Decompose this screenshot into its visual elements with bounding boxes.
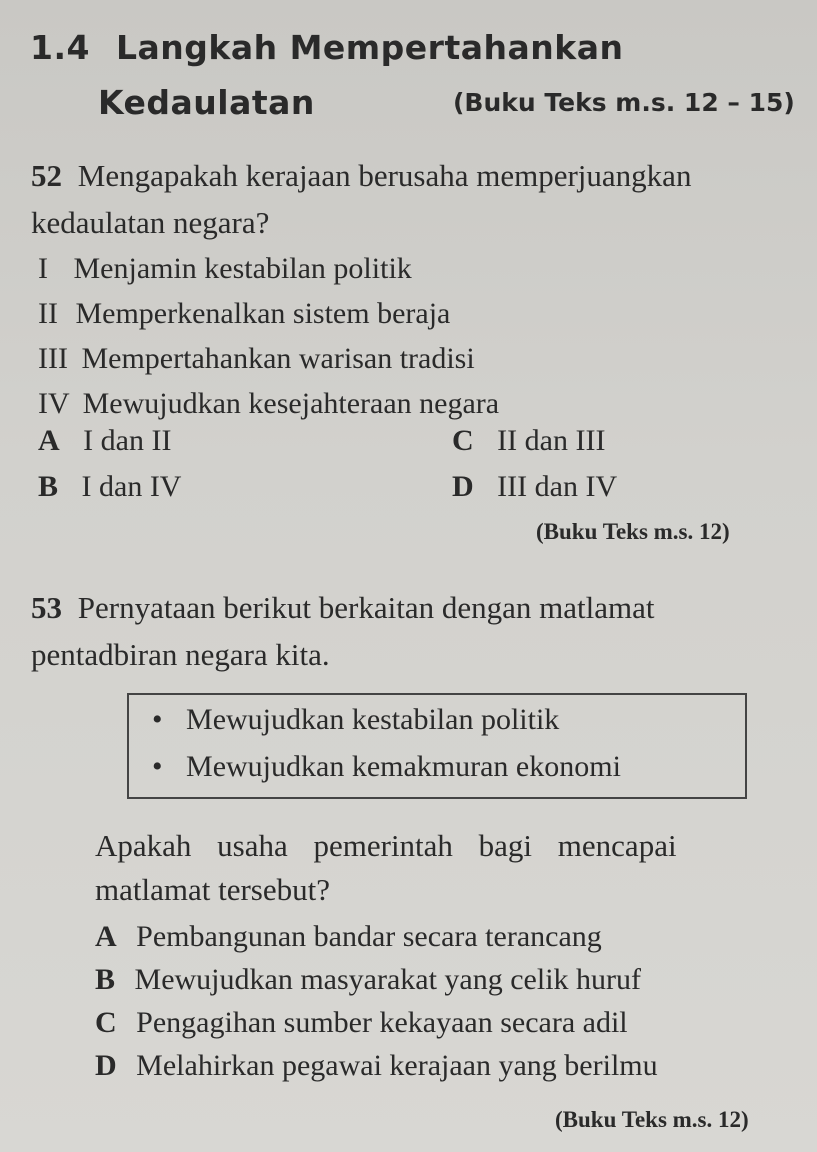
section-heading bbox=[30, 28, 623, 67]
option-text: I dan II bbox=[83, 424, 172, 457]
question-53-number: 53 bbox=[31, 590, 62, 625]
question-53-stem-line1: Apakah usaha pemerintah bagi mencapai bbox=[95, 828, 677, 863]
question-53-line2: pentadbiran negara kita. bbox=[31, 637, 330, 672]
option-letter: A bbox=[95, 920, 117, 953]
question-52-text: Mengapakah kerajaan berusaha memperjuangkan bbox=[77, 158, 692, 193]
statement-I bbox=[38, 252, 412, 286]
statement-II bbox=[38, 297, 450, 331]
question-52-line1 bbox=[31, 158, 691, 194]
statement-numeral: III bbox=[38, 342, 68, 375]
question-53-text: Pernyataan berikut berkaitan dengan matlamat bbox=[77, 590, 655, 625]
box-item-2 bbox=[152, 750, 621, 784]
statement-numeral: II bbox=[38, 297, 58, 330]
statement-numeral: I bbox=[38, 252, 48, 285]
box-item-text: Mewujudkan kestabilan politik bbox=[186, 703, 560, 736]
option-53-D bbox=[95, 1049, 658, 1083]
bullet-icon: • bbox=[152, 750, 163, 783]
question-53-stem-line2: matlamat tersebut? bbox=[95, 872, 330, 907]
box-item-1 bbox=[152, 703, 559, 737]
section-number: 1.4 bbox=[30, 28, 90, 67]
option-text: Pengagihan sumber kekayaan secara adil bbox=[136, 1006, 628, 1039]
statement-text: Memperkenalkan sistem beraja bbox=[75, 297, 451, 330]
statement-text: Mewujudkan kesejahteraan negara bbox=[82, 387, 500, 420]
question-53-reference: (Buku Teks m.s. 12) bbox=[555, 1107, 749, 1132]
option-letter: C bbox=[452, 424, 474, 457]
statement-IV bbox=[38, 387, 499, 421]
question-52-number: 52 bbox=[31, 158, 62, 193]
question-52-line2: kedaulatan negara? bbox=[31, 205, 270, 240]
statement-III bbox=[38, 342, 475, 376]
option-52-B bbox=[38, 470, 181, 504]
option-letter: D bbox=[452, 470, 474, 503]
option-letter: A bbox=[38, 424, 60, 457]
option-text: Melahirkan pegawai kerajaan yang berilmu bbox=[136, 1049, 658, 1082]
option-53-A bbox=[95, 920, 602, 954]
option-text: Mewujudkan masyarakat yang celik huruf bbox=[134, 963, 642, 996]
box-item-text: Mewujudkan kemakmuran ekonomi bbox=[186, 750, 621, 783]
question-53-line1 bbox=[31, 590, 654, 626]
bullet-icon: • bbox=[152, 703, 163, 736]
option-text: II dan III bbox=[497, 424, 606, 457]
option-letter: D bbox=[95, 1049, 117, 1082]
question-52-reference: (Buku Teks m.s. 12) bbox=[536, 519, 730, 544]
option-letter: B bbox=[38, 470, 59, 503]
option-52-D bbox=[452, 470, 617, 504]
option-letter: C bbox=[95, 1006, 117, 1039]
statement-text: Menjamin kestabilan politik bbox=[73, 252, 412, 285]
section-title-line2: Kedaulatan bbox=[98, 83, 315, 122]
section-title-line1: Langkah Mempertahankan bbox=[115, 28, 624, 67]
option-53-C bbox=[95, 1006, 628, 1040]
statement-numeral: IV bbox=[38, 387, 70, 420]
option-letter: B bbox=[95, 963, 116, 996]
option-53-B bbox=[95, 963, 641, 997]
option-text: I dan IV bbox=[81, 470, 182, 503]
section-reference: (Buku Teks m.s. 12 – 15) bbox=[453, 88, 795, 117]
option-52-C bbox=[452, 424, 605, 458]
statement-text: Mempertahankan warisan tradisi bbox=[81, 342, 475, 375]
option-text: Pembangunan bandar secara terancang bbox=[136, 920, 602, 953]
option-52-A bbox=[38, 424, 171, 458]
option-text: III dan IV bbox=[497, 470, 618, 503]
